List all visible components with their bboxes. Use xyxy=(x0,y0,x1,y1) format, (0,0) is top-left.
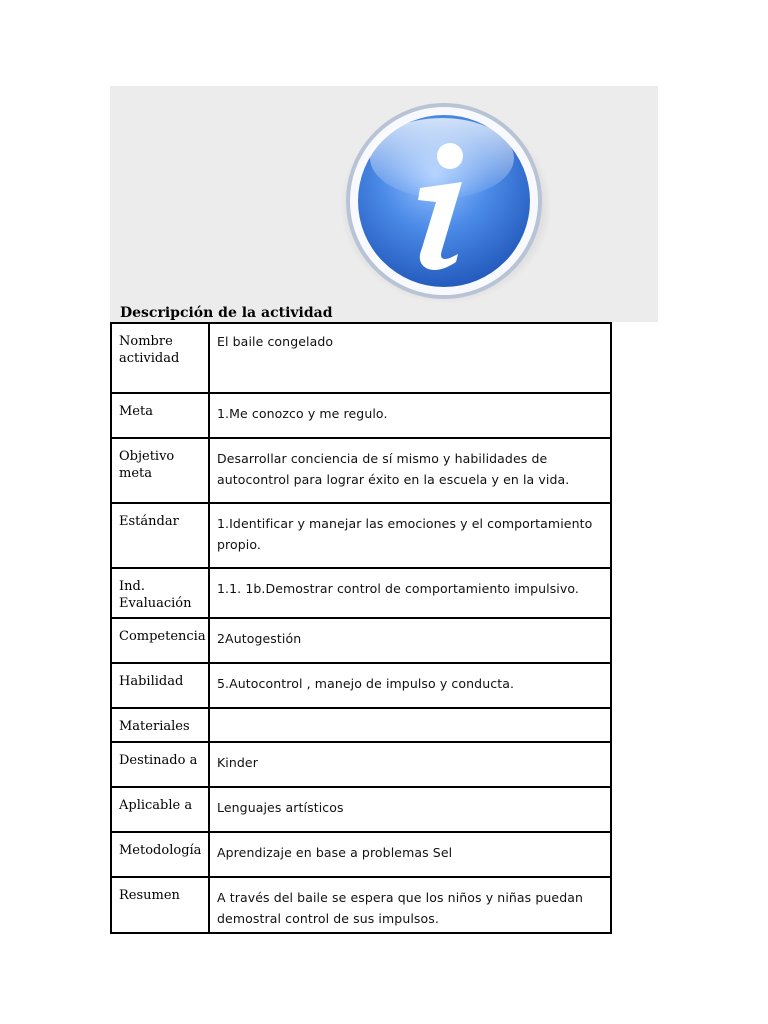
table-row xyxy=(112,504,610,569)
row-label: Metodología xyxy=(112,833,210,876)
row-label: Aplicable a xyxy=(112,788,210,831)
row-label: Resumen xyxy=(112,878,210,932)
table-row xyxy=(112,833,610,878)
row-value: 2Autogestión xyxy=(217,631,302,646)
table-row xyxy=(112,743,610,788)
table-row xyxy=(112,324,610,394)
row-label: Estándar xyxy=(112,504,210,567)
row-label: Ind. Evaluación xyxy=(112,569,210,617)
table-row xyxy=(112,439,610,504)
row-label: Habilidad xyxy=(112,664,210,707)
row-value: El baile congelado xyxy=(217,334,334,349)
info-icon xyxy=(338,102,550,304)
table-row xyxy=(112,709,610,743)
table-row xyxy=(112,664,610,709)
table-row xyxy=(112,788,610,833)
table-row xyxy=(112,619,610,664)
row-value: 1.Identificar y manejar las emociones y el comportamiento propio. xyxy=(217,516,593,552)
row-value: 1.Me conozco y me regulo. xyxy=(217,406,388,421)
row-value: Lenguajes artísticos xyxy=(217,800,344,815)
row-label: Materiales xyxy=(112,709,210,741)
row-value xyxy=(210,709,610,741)
table-row xyxy=(112,878,610,934)
table-row xyxy=(112,569,610,619)
row-value: Aprendizaje en base a problemas Sel xyxy=(217,845,453,860)
row-label: Destinado a xyxy=(112,743,210,786)
row-value: 5.Autocontrol , manejo de impulso y conducta. xyxy=(217,676,515,691)
row-label: Objetivo meta xyxy=(112,439,210,502)
row-value: A través del baile se espera que los niños y niñas puedan demostral control de sus impulsos. xyxy=(217,890,584,926)
row-value: Desarrollar conciencia de sí mismo y habilidades de autocontrol para lograr éxito en la escuela y en la vida. xyxy=(217,451,570,487)
table-row xyxy=(112,394,610,439)
row-value: Kinder xyxy=(217,755,258,770)
row-label: Nombre actividad xyxy=(112,324,210,392)
row-label: Competencia xyxy=(112,619,210,662)
activity-table xyxy=(110,322,612,934)
row-value: 1.1. 1b.Demostrar control de comportamiento impulsivo. xyxy=(217,581,579,596)
section-title: Descripción de la actividad xyxy=(120,305,333,321)
row-label: Meta xyxy=(112,394,210,437)
